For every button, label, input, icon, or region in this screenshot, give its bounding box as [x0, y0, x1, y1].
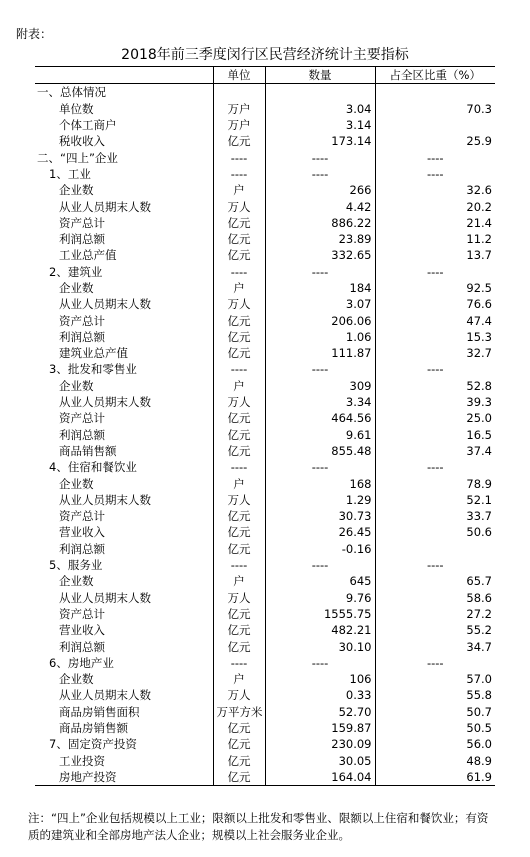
- table-row: [35, 687, 495, 703]
- row-unit: ----: [213, 557, 265, 573]
- row-item-label: 企业数: [59, 281, 94, 295]
- row-item-label: 从业人员期末人数: [59, 688, 151, 703]
- row-share-pct: [375, 84, 495, 101]
- row-share-pct: 50.6: [375, 524, 495, 540]
- row-value: 164.04: [265, 769, 375, 786]
- row-item-label: 个体工商户: [59, 118, 117, 133]
- row-unit: ----: [213, 655, 265, 671]
- table-row: [35, 133, 495, 149]
- table-row: [35, 704, 495, 720]
- row-value: 230.09: [265, 736, 375, 752]
- row-value: 645: [265, 573, 375, 589]
- row-unit: 万人: [213, 394, 265, 410]
- row-share-pct: 21.4: [375, 215, 495, 231]
- header-unit: 单位: [213, 67, 265, 84]
- row-unit: 万户: [213, 101, 265, 117]
- row-item-label: 企业数: [59, 672, 94, 687]
- row-item-label: 从业人员期末人数: [59, 297, 151, 312]
- row-item-label: 利润总额: [59, 329, 105, 344]
- table-row: [35, 590, 495, 606]
- row-share-pct: 20.2: [375, 198, 495, 214]
- row-share-pct: 76.6: [375, 296, 495, 312]
- row-unit: 万户: [213, 117, 265, 133]
- row-value: 168: [265, 475, 375, 491]
- row-unit: 亿元: [213, 329, 265, 345]
- row-value: 266: [265, 182, 375, 198]
- table-row: [35, 394, 495, 410]
- table-row: [35, 166, 495, 182]
- row-item-label: 从业人员期末人数: [59, 395, 151, 410]
- row-unit: 亿元: [213, 606, 265, 622]
- row-value: ----: [265, 557, 375, 573]
- row-value: ----: [265, 264, 375, 280]
- row-item-label: 建筑业总产值: [59, 346, 128, 361]
- row-unit: 亿元: [213, 410, 265, 426]
- table-row: [35, 296, 495, 312]
- row-share-pct: 65.7: [375, 573, 495, 589]
- row-item-label: 企业数: [59, 378, 94, 393]
- row-item-label: 工业总产值: [59, 248, 117, 263]
- row-unit: ----: [213, 166, 265, 182]
- row-unit: 户: [213, 378, 265, 394]
- row-value: 30.73: [265, 508, 375, 524]
- row-unit: ----: [213, 361, 265, 377]
- row-value: 9.76: [265, 590, 375, 606]
- row-value: 1555.75: [265, 606, 375, 622]
- row-item-label: 从业人员期末人数: [59, 590, 151, 605]
- row-value: 1.06: [265, 329, 375, 345]
- row-value: 111.87: [265, 345, 375, 361]
- row-value: 332.65: [265, 247, 375, 263]
- row-value: ----: [265, 459, 375, 475]
- row-share-pct: 33.7: [375, 508, 495, 524]
- row-item-label: 税收收入: [59, 134, 105, 149]
- row-unit: 万人: [213, 590, 265, 606]
- row-unit: 户: [213, 573, 265, 589]
- row-share-pct: 70.3: [375, 101, 495, 117]
- row-unit: ----: [213, 459, 265, 475]
- header-item: [35, 67, 213, 84]
- row-share-pct: 13.7: [375, 247, 495, 263]
- row-share-pct: ----: [375, 361, 495, 377]
- table-header-row: [35, 67, 495, 84]
- row-unit: 户: [213, 280, 265, 296]
- row-item-label: 2、建筑业: [49, 264, 103, 279]
- row-share-pct: 25.9: [375, 133, 495, 149]
- row-share-pct: ----: [375, 459, 495, 475]
- row-value: 206.06: [265, 312, 375, 328]
- row-item-label: 1、工业: [49, 166, 91, 181]
- row-share-pct: 25.0: [375, 410, 495, 426]
- row-item-label: 二、“四上”企业: [37, 150, 118, 165]
- row-unit: 亿元: [213, 638, 265, 654]
- row-share-pct: ----: [375, 264, 495, 280]
- row-item-label: 单位数: [59, 101, 94, 116]
- row-unit: 亿元: [213, 345, 265, 361]
- row-share-pct: [375, 541, 495, 557]
- row-value: 464.56: [265, 410, 375, 426]
- row-value: 855.48: [265, 443, 375, 459]
- row-item-label: 营业收入: [59, 623, 105, 638]
- row-share-pct: 48.9: [375, 752, 495, 768]
- table-row: [35, 622, 495, 638]
- row-unit: 亿元: [213, 736, 265, 752]
- row-unit: 亿元: [213, 133, 265, 149]
- attachment-label: 附表：: [16, 27, 53, 41]
- row-unit: 户: [213, 182, 265, 198]
- row-item-label: 营业收入: [59, 525, 105, 540]
- table-row: [35, 329, 495, 345]
- row-unit: 亿元: [213, 215, 265, 231]
- table-row: [35, 149, 495, 165]
- row-value: ----: [265, 361, 375, 377]
- row-share-pct: 57.0: [375, 671, 495, 687]
- row-share-pct: 52.8: [375, 378, 495, 394]
- table-row: [35, 655, 495, 671]
- row-item-label: 商品销售额: [59, 443, 117, 458]
- table-row: [35, 280, 495, 296]
- footnote: 注：“四上”企业包括规模以上工业；限额以上批发和零售业、限额以上住宿和餐饮业；有资质的建筑业和全部房地产法人企业；规模以上社会服务业企业。: [28, 811, 489, 842]
- row-share-pct: 78.9: [375, 475, 495, 491]
- table-row: [35, 361, 495, 377]
- table-row: [35, 492, 495, 508]
- row-share-pct: 15.3: [375, 329, 495, 345]
- row-unit: 户: [213, 475, 265, 491]
- row-unit: 亿元: [213, 541, 265, 557]
- table-row: [35, 573, 495, 589]
- row-unit: 万人: [213, 687, 265, 703]
- row-value: 173.14: [265, 133, 375, 149]
- row-item-label: 资产总计: [59, 411, 105, 426]
- row-unit: 万平方米: [213, 704, 265, 720]
- row-item-label: 商品房销售面积: [59, 704, 140, 719]
- row-value: ----: [265, 655, 375, 671]
- row-unit: [213, 84, 265, 101]
- row-item-label: 利润总额: [59, 541, 105, 556]
- row-share-pct: 55.8: [375, 687, 495, 703]
- row-value: 0.33: [265, 687, 375, 703]
- row-value: 159.87: [265, 720, 375, 736]
- table-row: [35, 198, 495, 214]
- row-value: 3.04: [265, 101, 375, 117]
- row-value: 26.45: [265, 524, 375, 540]
- table-row: [35, 475, 495, 491]
- row-item-label: 一、总体情况: [37, 85, 106, 100]
- row-item-label: 7、固定资产投资: [49, 737, 137, 752]
- row-value: 482.21: [265, 622, 375, 638]
- row-value: 3.14: [265, 117, 375, 133]
- table-row: [35, 443, 495, 459]
- row-unit: 亿元: [213, 427, 265, 443]
- row-unit: ----: [213, 264, 265, 280]
- row-share-pct: ----: [375, 149, 495, 165]
- table-row: [35, 524, 495, 540]
- row-share-pct: 16.5: [375, 427, 495, 443]
- row-item-label: 6、房地产业: [49, 655, 114, 670]
- row-item-label: 工业投资: [59, 753, 105, 768]
- row-share-pct: 37.4: [375, 443, 495, 459]
- row-item-label: 3、批发和零售业: [49, 362, 137, 377]
- table-row: [35, 557, 495, 573]
- header-pct: 占全区比重（%）: [375, 67, 495, 84]
- row-share-pct: 34.7: [375, 638, 495, 654]
- row-item-label: 利润总额: [59, 232, 105, 247]
- table-title: 2018年前三季度闵行区民营经济统计主要指标: [121, 47, 409, 63]
- table-row: [35, 427, 495, 443]
- row-share-pct: 32.7: [375, 345, 495, 361]
- row-value: [265, 84, 375, 101]
- table-row: [35, 345, 495, 361]
- row-share-pct: [375, 117, 495, 133]
- row-unit: 亿元: [213, 752, 265, 768]
- row-unit: ----: [213, 149, 265, 165]
- table-row: [35, 215, 495, 231]
- row-unit: 亿元: [213, 312, 265, 328]
- row-unit: 亿元: [213, 720, 265, 736]
- table-row: [35, 84, 495, 101]
- row-share-pct: 50.5: [375, 720, 495, 736]
- indicator-table: [35, 66, 495, 786]
- table-row: [35, 541, 495, 557]
- table-row: [35, 101, 495, 117]
- row-share-pct: 52.1: [375, 492, 495, 508]
- row-item-label: 企业数: [59, 574, 94, 589]
- table-row: [35, 720, 495, 736]
- row-item-label: 从业人员期末人数: [59, 199, 151, 214]
- row-item-label: 企业数: [59, 183, 94, 198]
- row-share-pct: 50.7: [375, 704, 495, 720]
- row-unit: 亿元: [213, 769, 265, 786]
- row-item-label: 资产总计: [59, 509, 105, 524]
- row-share-pct: 55.2: [375, 622, 495, 638]
- table-row: [35, 606, 495, 622]
- table-row: [35, 459, 495, 475]
- row-share-pct: 58.6: [375, 590, 495, 606]
- table-row: [35, 312, 495, 328]
- row-unit: 万人: [213, 296, 265, 312]
- table-row: [35, 378, 495, 394]
- row-item-label: 利润总额: [59, 427, 105, 442]
- row-value: ----: [265, 166, 375, 182]
- row-unit: 亿元: [213, 508, 265, 524]
- row-item-label: 商品房销售额: [59, 721, 128, 736]
- row-value: 30.10: [265, 638, 375, 654]
- row-item-label: 5、服务业: [49, 558, 103, 573]
- row-value: 23.89: [265, 231, 375, 247]
- row-share-pct: 32.6: [375, 182, 495, 198]
- table-row: [35, 264, 495, 280]
- row-share-pct: ----: [375, 166, 495, 182]
- row-value: 52.70: [265, 704, 375, 720]
- row-value: 3.34: [265, 394, 375, 410]
- row-item-label: 4、住宿和餐饮业: [49, 460, 137, 475]
- table-row: [35, 638, 495, 654]
- row-value: 1.29: [265, 492, 375, 508]
- row-share-pct: 27.2: [375, 606, 495, 622]
- row-unit: 万人: [213, 492, 265, 508]
- table-row: [35, 671, 495, 687]
- row-value: ----: [265, 149, 375, 165]
- row-unit: 亿元: [213, 247, 265, 263]
- row-value: 184: [265, 280, 375, 296]
- row-unit: 万人: [213, 198, 265, 214]
- table-row: [35, 736, 495, 752]
- row-item-label: 资产总计: [59, 606, 105, 621]
- row-share-pct: 92.5: [375, 280, 495, 296]
- table-row: [35, 410, 495, 426]
- row-value: 30.05: [265, 752, 375, 768]
- row-unit: 亿元: [213, 524, 265, 540]
- row-value: 4.42: [265, 198, 375, 214]
- row-share-pct: 47.4: [375, 312, 495, 328]
- row-item-label: 从业人员期末人数: [59, 492, 151, 507]
- row-share-pct: 11.2: [375, 231, 495, 247]
- row-value: -0.16: [265, 541, 375, 557]
- table-row: [35, 752, 495, 768]
- table-row: [35, 769, 495, 786]
- row-unit: 亿元: [213, 231, 265, 247]
- row-share-pct: 56.0: [375, 736, 495, 752]
- row-item-label: 资产总计: [59, 313, 105, 328]
- row-unit: 亿元: [213, 443, 265, 459]
- table-row: [35, 247, 495, 263]
- row-share-pct: 39.3: [375, 394, 495, 410]
- row-share-pct: ----: [375, 655, 495, 671]
- table-row: [35, 117, 495, 133]
- row-unit: 亿元: [213, 622, 265, 638]
- table-row: [35, 231, 495, 247]
- row-item-label: 企业数: [59, 476, 94, 491]
- row-item-label: 资产总计: [59, 215, 105, 230]
- row-value: 3.07: [265, 296, 375, 312]
- row-share-pct: 61.9: [375, 769, 495, 786]
- row-value: 886.22: [265, 215, 375, 231]
- header-value: 数量: [265, 67, 375, 84]
- row-item-label: 房地产投资: [35, 769, 213, 786]
- row-item-label: 利润总额: [59, 639, 105, 654]
- row-value: 106: [265, 671, 375, 687]
- row-value: 9.61: [265, 427, 375, 443]
- table-row: [35, 508, 495, 524]
- row-share-pct: ----: [375, 557, 495, 573]
- row-value: 309: [265, 378, 375, 394]
- table-row: [35, 182, 495, 198]
- row-unit: 户: [213, 671, 265, 687]
